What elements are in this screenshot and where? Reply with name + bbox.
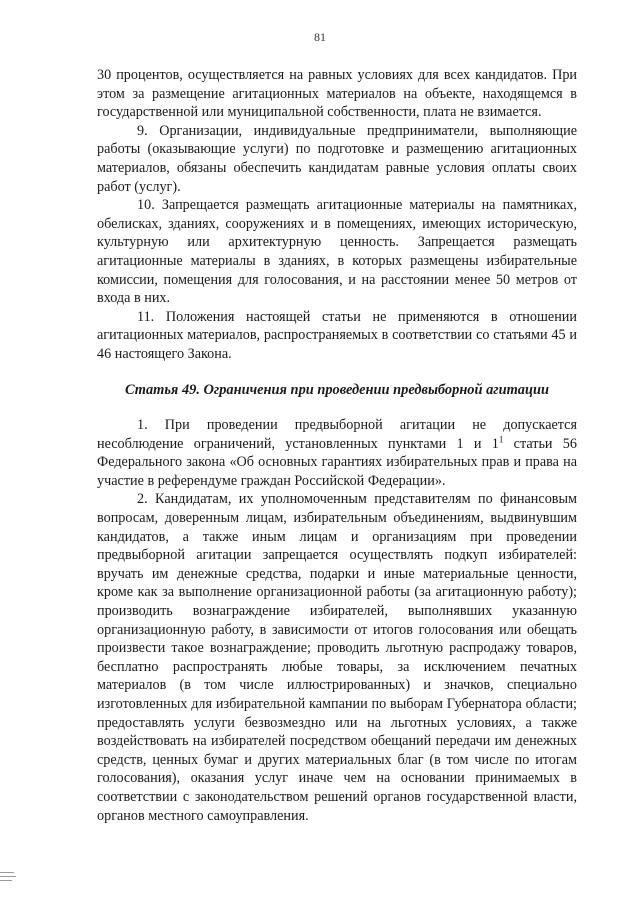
scan-edge-mark [0, 876, 16, 877]
paragraph-item-11: 11. Положения настоящей статьи не применяются в отношении агитационных материалов, распространяемых в соответствии со статьями 45 и 46 настоящего Закона. [97, 308, 577, 362]
article-heading: Статья 49. Ограничения при проведении предвыборной агитации [124, 381, 550, 398]
scan-edge-mark [0, 880, 12, 881]
scan-edge-mark [0, 872, 14, 873]
item-1-superscript: 1 [498, 433, 504, 444]
page-number: 81 [314, 30, 326, 44]
paragraph-item-10: 10. Запрещается размещать агитационные материалы на памятниках, обелисках, зданиях, сооружениях и в помещениях, имеющих историческую, культурную или архитектурную ценность. Запрещается размещать агитационные материалы в зданиях, в которых размещены избирательные комиссии, помещения для голосования, и на расстоянии менее 50 метров от входа в них. [97, 197, 577, 307]
item-1-text-start: 1. При проведении предвыборной агитации не допускается несоблюдение ограничений, установленных пунктами 1 и 1 [97, 417, 577, 452]
item-1-text-end: статьи 56 Федерального закона «Об основных гарантиях избирательных прав и права на участие в референдуме граждан Российской Федерации». [97, 435, 577, 489]
article-item-1 [97, 416, 577, 490]
document-body [97, 66, 577, 825]
paragraph-continuation: 30 процентов, осуществляется на равных условиях для всех кандидатов. При этом за размещение агитационных материалов на объекте, находящемся в государственной или муниципальной собственности, плата не взимается. [97, 67, 577, 121]
article-item-2: 2. Кандидатам, их уполномоченным представителям по финансовым вопросам, доверенным лицам, избирательным объединениям, выдвинувшим кандидатов, а также иным лицам и организациям при проведении предвыборной агитации запрещается осуществлять подкуп избирателей: вручать им денежные средства, подарки и иные материальные ценности, кроме как за выполнение организационной работы (за агитационную работу); производить вознаграждение избирателей, выполнявших указанную организационную работу, в зависимости от итогов голосования или обещать произвести такое вознаграждение; проводить льготную распродажу товаров, бесплатно распространять любые товары, за исключением печатных материалов (в том числе иллюстрированных) и значков, специально изготовленных для избирательной кампании по выборам Губернатора области; предоставлять услуги безвозмездно или на льготных условиях, а также воздействовать на избирателей посредством обещаний передачи им денежных средств, ценных бумаг и других материальных благ (в том числе по итогам голосования), оказания услуг иначе чем на основании принимаемых в соответствии с законодательством решений органов государственной власти, органов местного самоуправления. [97, 491, 577, 824]
paragraph-item-9: 9. Организации, индивидуальные предприниматели, выполняющие работы (оказывающие услуги) по подготовке и размещению агитационных материалов, обязаны обеспечить кандидатам равные условия оплаты своих работ (услуг). [97, 122, 577, 195]
